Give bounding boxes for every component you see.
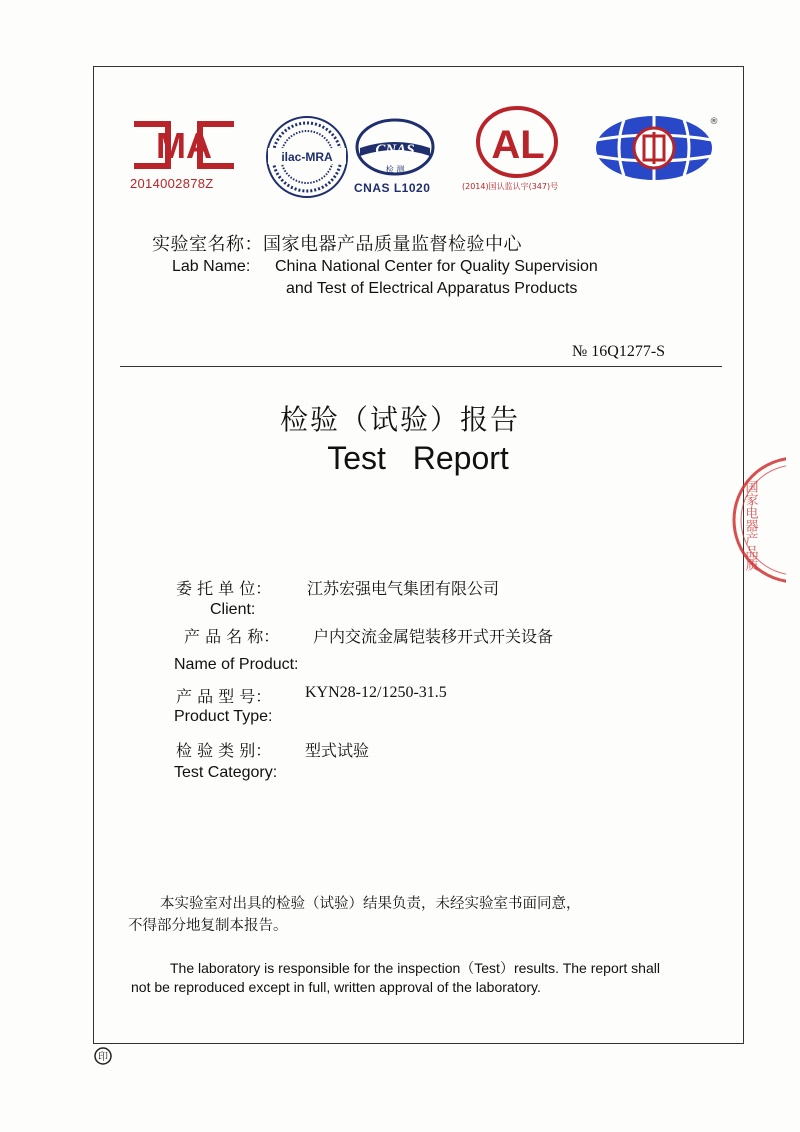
statement-en-line1: The laboratory is responsible for the inspection（Test）results. The report shall <box>170 960 660 976</box>
test-category-label-en: Test Category: <box>174 764 278 781</box>
cnas-code: CNAS L1020 <box>354 181 431 195</box>
print-mark-icon <box>94 1047 112 1065</box>
report-number: № 16Q1277-S <box>572 343 666 360</box>
ilac-mra-logo <box>264 114 350 200</box>
product-type-value: KYN28-12/1250-31.5 <box>305 684 447 701</box>
seal-text: 国家电器产品质 <box>742 480 758 571</box>
cma-logo-text: MA <box>156 125 212 166</box>
divider <box>120 366 722 367</box>
print-mark-text: 印 <box>98 1052 108 1063</box>
client-value: 江苏宏强电气集团有限公司 <box>307 579 500 598</box>
product-type-label-en: Product Type: <box>174 708 273 725</box>
cma-logo <box>128 116 240 176</box>
lab-name-label-en: Lab Name: <box>172 258 251 275</box>
product-name-label-cn: 产 品 名 称： <box>184 627 280 646</box>
cnas-logo <box>354 116 436 182</box>
product-name-label-en: Name of Product: <box>174 656 299 673</box>
client-label-en: Client: <box>210 601 256 618</box>
cnas-logo-text: CNAS <box>375 142 415 158</box>
registered-mark: ® <box>709 117 719 127</box>
report-title-cn: 检验（试验）报告 <box>279 403 520 436</box>
cma-code: 2014002878Z <box>130 176 214 191</box>
report-title-en: Test Report <box>327 440 509 476</box>
cal-logo <box>476 106 558 180</box>
lab-name-en-line2: and Test of Electrical Apparatus Products <box>286 280 578 297</box>
statement-cn-line2: 不得部分地复制本报告。 <box>128 918 288 934</box>
lab-name-cn: 实验室名称：国家电器产品质量监督检验中心 <box>152 234 522 255</box>
cnas-sub-text: 检 测 <box>385 165 405 174</box>
cal-logo-text: AL <box>491 123 545 167</box>
test-category-value: 型式试验 <box>305 741 370 760</box>
statement-cn-line1: 本实验室对出具的检验（试验）结果负责，未经实验室书面同意， <box>160 896 581 912</box>
globe-emblem-logo <box>592 112 720 182</box>
lab-name-en-line1: China National Center for Quality Supervision <box>275 258 598 275</box>
ilac-mra-text: ilac-MRA <box>281 150 333 164</box>
cal-caption: (2014)国认监认字(347)号 <box>462 182 559 191</box>
statement-en-line2: not be reproduced except in full, written approval of the laboratory. <box>131 979 541 995</box>
product-name-value: 户内交流金属铠装移开式开关设备 <box>313 627 554 646</box>
product-type-label-cn: 产 品 型 号： <box>176 687 272 706</box>
official-seal <box>726 450 786 590</box>
test-category-label-cn: 检 验 类 别： <box>176 741 272 760</box>
client-label-cn: 委 托 单 位： <box>176 579 272 598</box>
